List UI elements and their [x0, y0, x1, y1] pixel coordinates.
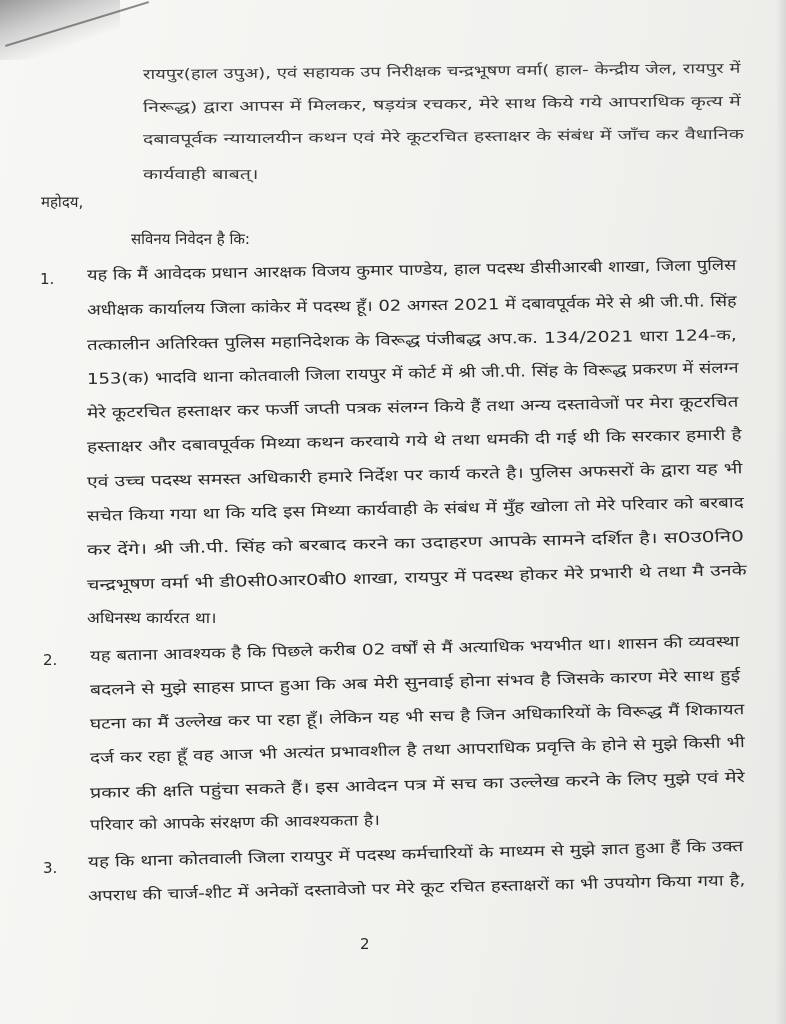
subject-line: रायपुर(हाल उपुअ), एवं सहायक उप निरीक्षक चन्द्रभूषण वर्मा( हाल- केन्द्रीय जेल, रायपुर में — [142, 60, 741, 83]
point-text-line: यह कि थाना कोतवाली जिला रायपुर में पदस्थ कर्मचारियों के माध्यम से मुझे ज्ञात हुआ हैं कि उक्त — [87, 836, 744, 871]
intro-line: सविनय निवेदन है कि: — [131, 230, 250, 248]
subject-line: निरूद्ध) द्वारा आपस में मिलकर, षड़यंत्र रचकर, मेरे साथ किये गये आपराधिक कृत्य में — [142, 93, 741, 116]
point-text-line: घटना का मैं उल्लेख कर पा रहा हूँ। लेकिन यह भी सच है जिन अधिकारियों के विरूद्ध मैं शिकायत — [89, 700, 745, 733]
point-text-line: 153(क) भादवि थाना कोतवाली जिला रायपुर में कोर्ट में श्री जी.पी. सिंह के विरूद्ध प्रकरण में संलग्न — [86, 358, 739, 388]
point-text-line: चन्द्रभूषण वर्मा भी डी0सी0आर0बी0 शाखा, रायपुर में पदस्थ होकर मेरे प्रभारी थे तथा मै उनके — [86, 561, 747, 594]
point-number: 1. — [40, 270, 55, 288]
point-text-line: परिवार को आपके संरक्षण की आवश्यकता है। — [89, 810, 381, 834]
page-number: 2 — [360, 935, 370, 953]
point-text-line: एवं उच्च पदस्थ समस्त अधिकारी हमारे निर्देश पर कार्य करते है। पुलिस अफसरों के द्वारा यह भी — [86, 459, 743, 491]
point-text-line: अधीक्षक कार्यालय जिला कांकेर में पदस्थ हूँ। 02 अगस्त 2021 में दबावपूर्वक मेरे से श्री जी.पी. सिंह — [86, 291, 737, 319]
point-text-line: तत्कालीन अतिरिक्त पुलिस महानिदेशक के विरूद्ध पंजीबद्ध अप.क. 134/2021 धारा 124-क, — [86, 325, 737, 354]
point-text-line: यह कि मैं आवेदक प्रधान आरक्षक विजय कुमार पाण्डेय, हाल पदस्थ डीसीआरबी शाखा, जिला पुलिस — [86, 255, 737, 284]
point-text-line: यह बताना आवश्यक है कि पिछले करीब 02 वर्षों से मैं अत्याधिक भयभीत था। शासन की व्यवस्था — [89, 632, 740, 665]
point-text-line: अधिनस्थ कार्यरत था। — [87, 609, 217, 627]
salutation: महोदय, — [41, 193, 84, 211]
point-text-line: अपराध की चार्ज-शीट में अनेकों दस्तावेजो पर मेरे कूट रचित हस्ताक्षरों का भी उपयोग किया गया है, — [87, 870, 746, 905]
point-text-line: दर्ज कर रहा हूँ वह आज भी अत्यंत प्रभावशील है तथा आपराधिक प्रवृत्ति के होने से मुझे किसी भी — [89, 733, 745, 767]
point-text-line: बदलने से मुझे साहस प्राप्त हुआ कि अब मेरी सुनवाई होना संभव है जिसके कारण मेरे साथ हुई — [89, 666, 741, 699]
point-text-line: मेरे कूटरचित हस्ताक्षर कर फर्जी जप्ती पत्रक संलग्न किये हैं तथा अन्य दस्तावेजों पर मेरा कूटरचित — [86, 392, 739, 422]
subject-line: दबावपूर्वक न्यायालयीन कथन एवं मेरे कूटरचित हस्ताक्षर के संबंध में जाँच कर वैधानिक — [142, 126, 744, 148]
point-text-line: प्रकार की क्षति पहुंचा सकते हैं। इस आवेदन पत्र में सच का उल्लेख करने के लिए मुझे एवं मेरे — [89, 768, 745, 802]
page-right-edge — [776, 0, 786, 1024]
point-number: 3. — [43, 859, 58, 877]
point-text-line: हस्ताक्षर और दबावपूर्वक मिथ्या कथन करवाये गये थे तथा धमकी दी गई थी कि सरकार हमारी है — [86, 425, 742, 456]
subject-line: कार्यवाही बाबत्। — [143, 167, 259, 183]
point-number: 2. — [43, 651, 58, 669]
point-text-line: कर देंगे। श्री जी.पी. सिंह को बरबाद करने का उदाहरण आपके सामने दर्शित है। स0उ0नि0 — [86, 527, 745, 559]
point-text-line: सचेत किया गया था कि यदि इस मिथ्या कार्यवाही के संबंध में मुँह खोला तो मेरे परिवार को बरबाद — [86, 493, 744, 525]
